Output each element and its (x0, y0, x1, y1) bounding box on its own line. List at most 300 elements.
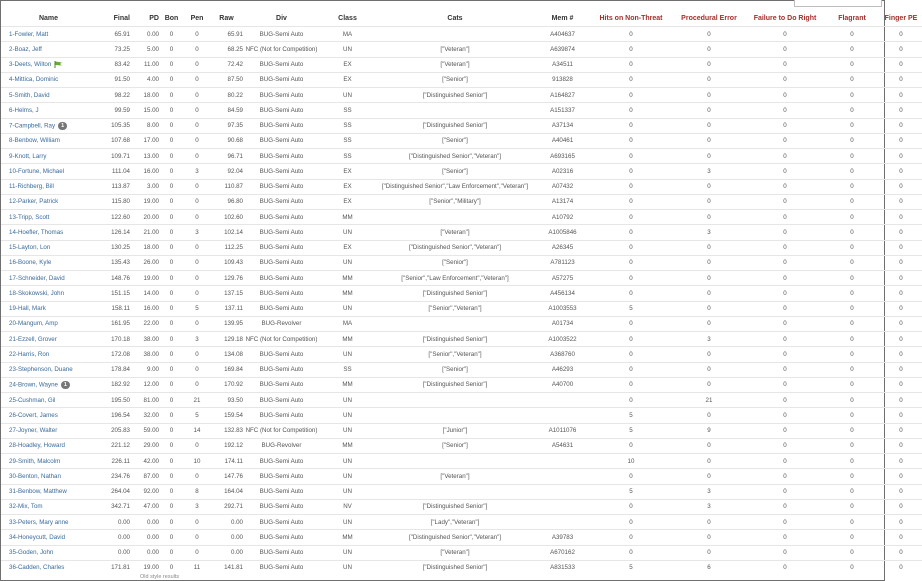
flagrant-cell: 0 (824, 164, 880, 179)
table-row (1, 286, 922, 301)
pen-cell: 0 (184, 179, 210, 194)
finger-pe-cell: 0 (880, 316, 922, 331)
procedural-error-cell: 0 (672, 240, 746, 255)
flagrant-cell: 0 (824, 499, 880, 514)
procedural-error-cell: 3 (672, 332, 746, 347)
shooter-name-link[interactable]: 29-Smith, Malcolm (9, 457, 61, 465)
bon-cell: 0 (159, 408, 184, 423)
hits-non-threat-cell: 5 (590, 560, 672, 575)
final-cell: 107.68 (96, 133, 130, 148)
failure-to-do-right-cell: 0 (746, 301, 824, 316)
shooter-name-link[interactable]: 2-Boaz, Jeff (9, 45, 42, 53)
pen-cell: 0 (184, 210, 210, 225)
shooter-name-cell (1, 133, 96, 148)
finger-pe-cell: 0 (880, 194, 922, 209)
shooter-name-link[interactable]: 27-Joyner, Walter (9, 427, 58, 435)
failure-to-do-right-cell: 0 (746, 332, 824, 347)
hits-non-threat-cell: 0 (590, 347, 672, 362)
raw-cell: 159.54 (210, 408, 243, 423)
bon-cell: 0 (159, 393, 184, 408)
pd-cell: 32.00 (130, 408, 159, 423)
pen-cell: 21 (184, 393, 210, 408)
flagrant-cell: 0 (824, 118, 880, 133)
class-cell: SS (320, 133, 375, 148)
failure-to-do-right-cell: 0 (746, 240, 824, 255)
table-row (1, 240, 922, 255)
pen-cell: 0 (184, 362, 210, 377)
final-cell: 130.25 (96, 240, 130, 255)
bon-cell: 0 (159, 133, 184, 148)
table-row (1, 362, 922, 377)
flagrant-cell: 0 (824, 57, 880, 72)
shooter-name-cell (1, 347, 96, 362)
categories-cell: ["Senior","Law Enforcement","Veteran"] (375, 271, 535, 286)
finger-pe-cell: 0 (880, 438, 922, 453)
col-header-pd[interactable]: PD (149, 15, 159, 22)
shooter-name-link[interactable]: 11-Richberg, Bill (9, 183, 54, 191)
col-header-div[interactable]: Div (276, 15, 287, 22)
categories-cell: ["Senior"] (375, 438, 535, 453)
final-cell: 182.92 (96, 377, 130, 392)
division-cell: BUG-Semi Auto (243, 377, 320, 392)
hits-non-threat-cell: 0 (590, 118, 672, 133)
shooter-name-link[interactable]: 1-Fowler, Matt (9, 30, 49, 38)
shooter-name-link[interactable]: 4-Mittica, Dominic (9, 76, 59, 84)
shooter-name-link[interactable]: 24-Brown, Wayne (9, 381, 58, 389)
table-row (1, 530, 922, 545)
pd-cell: 19.00 (130, 271, 159, 286)
shooter-name-cell (1, 57, 96, 72)
table-row (1, 179, 922, 194)
shooter-name-link[interactable]: 31-Benbow, Matthew (9, 488, 67, 496)
pd-cell: 29.00 (130, 438, 159, 453)
finger-pe-cell: 0 (880, 393, 922, 408)
pen-cell: 0 (184, 149, 210, 164)
division-cell: BUG-Semi Auto (243, 362, 320, 377)
table-row (1, 316, 922, 331)
procedural-error-cell: 0 (672, 72, 746, 87)
categories-cell: ["Veteran"] (375, 57, 535, 72)
shooter-name-link[interactable]: 35-Goden, John (9, 549, 54, 557)
col-header-pen[interactable]: Pen (190, 15, 204, 22)
final-cell: 196.54 (96, 408, 130, 423)
failure-to-do-right-cell: 0 (746, 42, 824, 57)
class-cell: EX (320, 240, 375, 255)
hits-non-threat-cell: 0 (590, 27, 672, 42)
raw-cell: 147.76 (210, 469, 243, 484)
flagrant-cell: 0 (824, 103, 880, 118)
final-cell: 135.43 (96, 255, 130, 270)
division-cell: BUG-Semi Auto (243, 179, 320, 194)
flagrant-cell: 0 (824, 393, 880, 408)
final-cell: 115.80 (96, 194, 130, 209)
table-row (1, 271, 922, 286)
raw-cell: 65.91 (210, 27, 243, 42)
raw-cell: 0.00 (210, 515, 243, 530)
final-cell: 98.22 (96, 88, 130, 103)
member-number-cell: A639874 (535, 42, 590, 57)
shooter-name-cell (1, 377, 96, 392)
hits-non-threat-cell: 0 (590, 72, 672, 87)
class-cell: MM (320, 210, 375, 225)
shooter-name-link[interactable]: 17-Schneider, David (9, 274, 65, 282)
pd-cell: 16.00 (130, 301, 159, 316)
member-number-cell: A404637 (535, 27, 590, 42)
raw-cell: 84.59 (210, 103, 243, 118)
categories-cell: ["Senior"] (375, 255, 535, 270)
division-cell: BUG-Semi Auto (243, 515, 320, 530)
pd-cell: 5.00 (130, 42, 159, 57)
class-cell: MM (320, 530, 375, 545)
col-header-flagrant[interactable]: Flagrant (838, 15, 866, 22)
class-cell: SS (320, 118, 375, 133)
raw-cell: 96.71 (210, 149, 243, 164)
procedural-error-cell: 3 (672, 164, 746, 179)
shooter-name-link[interactable]: 13-Tripp, Scott (9, 213, 50, 221)
shooter-name-cell (1, 332, 96, 347)
member-number-cell: A831533 (535, 560, 590, 575)
categories-cell: ["Junior"] (375, 423, 535, 438)
categories-cell (375, 210, 535, 225)
failure-to-do-right-cell: 0 (746, 484, 824, 499)
division-cell: BUG-Semi Auto (243, 57, 320, 72)
info-badge-icon[interactable]: 1 (61, 381, 70, 389)
bon-cell: 0 (159, 57, 184, 72)
shooter-name-link[interactable]: 10-Fortune, Michael (9, 167, 65, 175)
pd-cell: 22.00 (130, 316, 159, 331)
final-cell: 83.42 (96, 57, 130, 72)
table-row (1, 408, 922, 423)
shooter-name-link[interactable]: 28-Hoadley, Howard (9, 442, 65, 450)
failure-to-do-right-cell: 0 (746, 377, 824, 392)
division-cell: BUG-Semi Auto (243, 255, 320, 270)
col-header-failure-to-do-right[interactable]: Failure to Do Right (753, 15, 817, 22)
raw-cell: 132.83 (210, 423, 243, 438)
raw-cell: 112.25 (210, 240, 243, 255)
shooter-name-link[interactable]: 21-Ezzell, Grover (9, 335, 57, 343)
failure-to-do-right-cell: 0 (746, 133, 824, 148)
procedural-error-cell: 3 (672, 225, 746, 240)
categories-cell: ["Distinguished Senior"] (375, 377, 535, 392)
col-header-class[interactable]: Class (338, 15, 357, 22)
division-cell: BUG-Semi Auto (243, 408, 320, 423)
pen-cell: 5 (184, 408, 210, 423)
table-row (1, 454, 922, 469)
categories-cell: ["Senior"] (375, 133, 535, 148)
division-cell: BUG-Semi Auto (243, 545, 320, 560)
final-cell: 178.84 (96, 362, 130, 377)
bon-cell: 0 (159, 484, 184, 499)
raw-cell: 102.60 (210, 210, 243, 225)
shooter-name-cell (1, 271, 96, 286)
flagrant-cell: 0 (824, 545, 880, 560)
flagrant-cell: 0 (824, 271, 880, 286)
member-number-cell (535, 454, 590, 469)
failure-to-do-right-cell: 0 (746, 393, 824, 408)
member-number-cell: 913828 (535, 72, 590, 87)
division-cell: BUG-Semi Auto (243, 499, 320, 514)
finger-pe-cell: 0 (880, 530, 922, 545)
bon-cell: 0 (159, 423, 184, 438)
shooter-name-cell (1, 316, 96, 331)
finger-pe-cell: 0 (880, 454, 922, 469)
col-header-finger-pe[interactable]: Finger PE (884, 15, 918, 22)
pd-cell: 15.00 (130, 103, 159, 118)
shooter-name-link[interactable]: 30-Benton, Nathan (9, 472, 61, 480)
class-cell: UN (320, 88, 375, 103)
shooter-name-cell (1, 240, 96, 255)
pd-cell: 13.00 (130, 149, 159, 164)
shooter-name-link[interactable]: 34-Honeycutt, David (9, 533, 66, 541)
shooter-name-cell (1, 438, 96, 453)
categories-cell: ["Distinguished Senior"] (375, 118, 535, 133)
table-body (1, 27, 922, 576)
pd-cell: 42.00 (130, 454, 159, 469)
shooter-name-link[interactable]: 22-Harris, Ron (9, 350, 50, 358)
failure-to-do-right-cell: 0 (746, 88, 824, 103)
procedural-error-cell: 0 (672, 210, 746, 225)
shooter-name-link[interactable]: 5-Smith, David (9, 91, 50, 99)
division-cell: BUG-Semi Auto (243, 149, 320, 164)
bon-cell: 0 (159, 362, 184, 377)
procedural-error-cell: 0 (672, 118, 746, 133)
col-header-procedural-error[interactable]: Procedural Error (681, 15, 737, 22)
col-header-raw[interactable]: Raw (219, 15, 234, 22)
procedural-error-cell: 0 (672, 362, 746, 377)
final-cell: 195.50 (96, 393, 130, 408)
old-style-results-link[interactable]: Old style results (140, 574, 180, 580)
search-input[interactable] (794, 0, 882, 7)
table-row (1, 423, 922, 438)
categories-cell (375, 316, 535, 331)
table-row (1, 347, 922, 362)
pen-cell: 0 (184, 103, 210, 118)
raw-cell: 169.84 (210, 362, 243, 377)
failure-to-do-right-cell: 0 (746, 164, 824, 179)
shooter-name-link[interactable]: 20-Mangum, Amp (9, 320, 58, 328)
col-header-name[interactable]: Name (38, 15, 59, 22)
failure-to-do-right-cell: 0 (746, 255, 824, 270)
pd-cell: 21.00 (130, 225, 159, 240)
shooter-name-link[interactable]: 16-Boone, Kyle (9, 259, 52, 267)
pen-cell: 0 (184, 118, 210, 133)
member-number-cell: A151337 (535, 103, 590, 118)
member-number-cell: A1011076 (535, 423, 590, 438)
bon-cell: 0 (159, 240, 184, 255)
raw-cell: 80.22 (210, 88, 243, 103)
member-number-cell (535, 484, 590, 499)
division-cell: BUG-Semi Auto (243, 27, 320, 42)
raw-cell: 137.11 (210, 301, 243, 316)
procedural-error-cell: 0 (672, 255, 746, 270)
hits-non-threat-cell: 0 (590, 210, 672, 225)
hits-non-threat-cell: 0 (590, 42, 672, 57)
pd-cell: 38.00 (130, 332, 159, 347)
failure-to-do-right-cell: 0 (746, 515, 824, 530)
division-cell: BUG-Semi Auto (243, 210, 320, 225)
shooter-name-cell (1, 362, 96, 377)
bon-cell: 0 (159, 194, 184, 209)
class-cell: MA (320, 316, 375, 331)
col-header-mem[interactable]: Mem # (551, 15, 574, 22)
member-number-cell: A670162 (535, 545, 590, 560)
division-cell: BUG-Semi Auto (243, 469, 320, 484)
pd-cell: 14.00 (130, 286, 159, 301)
member-number-cell: A26345 (535, 240, 590, 255)
info-badge-icon[interactable]: 1 (58, 122, 67, 130)
shooter-name-link[interactable]: 6-Helms, J (9, 106, 39, 114)
shooter-name-link[interactable]: 14-Hoefler, Thomas (9, 228, 64, 236)
shooter-name-link[interactable]: 32-Mix, Tom (9, 503, 43, 511)
flagrant-cell: 0 (824, 179, 880, 194)
division-cell: BUG-Semi Auto (243, 393, 320, 408)
class-cell: MM (320, 332, 375, 347)
member-number-cell: A164827 (535, 88, 590, 103)
shooter-name-cell (1, 560, 96, 575)
shooter-name-link[interactable]: 25-Cushman, Gil (9, 396, 56, 404)
table-row (1, 27, 922, 42)
failure-to-do-right-cell: 0 (746, 423, 824, 438)
shooter-name-link[interactable]: 26-Covert, James (9, 411, 58, 419)
procedural-error-cell: 0 (672, 103, 746, 118)
flagrant-cell: 0 (824, 454, 880, 469)
member-number-cell: A34511 (535, 57, 590, 72)
raw-cell: 110.87 (210, 179, 243, 194)
pd-cell: 19.00 (130, 560, 159, 575)
final-cell: 151.15 (96, 286, 130, 301)
final-cell: 105.35 (96, 118, 130, 133)
raw-cell: 292.71 (210, 499, 243, 514)
col-header-hits-non-threat[interactable]: Hits on Non-Threat (599, 15, 663, 22)
table-header-row (1, 11, 922, 27)
shooter-name-link[interactable]: 23-Stephenson, Duane (9, 366, 73, 374)
shooter-name-cell (1, 194, 96, 209)
shooter-name-link[interactable]: 12-Parker, Patrick (9, 198, 59, 206)
finger-pe-cell: 0 (880, 27, 922, 42)
hits-non-threat-cell: 0 (590, 179, 672, 194)
bon-cell: 0 (159, 42, 184, 57)
raw-cell: 92.04 (210, 164, 243, 179)
flagrant-cell: 0 (824, 484, 880, 499)
shooter-name-cell (1, 88, 96, 103)
division-cell: BUG-Semi Auto (243, 286, 320, 301)
raw-cell: 93.50 (210, 393, 243, 408)
failure-to-do-right-cell: 0 (746, 179, 824, 194)
final-cell: 234.76 (96, 469, 130, 484)
flagrant-cell: 0 (824, 88, 880, 103)
finger-pe-cell: 0 (880, 225, 922, 240)
shooter-name-link[interactable]: 3-Deets, Wilton (9, 61, 52, 69)
flagrant-cell: 0 (824, 560, 880, 575)
categories-cell (375, 454, 535, 469)
pen-cell: 0 (184, 545, 210, 560)
class-cell: EX (320, 179, 375, 194)
pen-cell: 0 (184, 57, 210, 72)
division-cell: BUG-Revolver (243, 438, 320, 453)
procedural-error-cell: 0 (672, 530, 746, 545)
col-header-bon[interactable]: Bon (164, 15, 179, 22)
member-number-cell: A693165 (535, 149, 590, 164)
finger-pe-cell: 0 (880, 301, 922, 316)
procedural-error-cell: 0 (672, 286, 746, 301)
flag-icon (54, 61, 63, 68)
shooter-name-link[interactable]: 33-Peters, Mary anne (9, 518, 69, 526)
bon-cell: 0 (159, 377, 184, 392)
shooter-name-cell (1, 515, 96, 530)
table-row (1, 393, 922, 408)
failure-to-do-right-cell: 0 (746, 499, 824, 514)
flagrant-cell: 0 (824, 133, 880, 148)
shooter-name-link[interactable]: 15-Layton, Lon (9, 244, 51, 252)
flagrant-cell: 0 (824, 255, 880, 270)
col-header-cats[interactable]: Cats (447, 15, 463, 22)
division-cell: NFC (Not for Competition) (243, 332, 320, 347)
shooter-name-link[interactable]: 36-Cadden, Charles (9, 564, 65, 572)
class-cell: UN (320, 347, 375, 362)
categories-cell: ["Distinguished Senior","Veteran"] (375, 530, 535, 545)
final-cell: 65.91 (96, 27, 130, 42)
col-header-final[interactable]: Final (113, 15, 130, 22)
division-cell: BUG-Semi Auto (243, 118, 320, 133)
categories-cell (375, 393, 535, 408)
division-cell: BUG-Semi Auto (243, 225, 320, 240)
final-cell: 91.50 (96, 72, 130, 87)
table-row (1, 469, 922, 484)
procedural-error-cell: 0 (672, 316, 746, 331)
hits-non-threat-cell: 0 (590, 499, 672, 514)
failure-to-do-right-cell: 0 (746, 454, 824, 469)
finger-pe-cell: 0 (880, 332, 922, 347)
procedural-error-cell: 0 (672, 27, 746, 42)
finger-pe-cell: 0 (880, 484, 922, 499)
shooter-name-link[interactable]: 9-Knott, Larry (9, 152, 47, 160)
finger-pe-cell: 0 (880, 286, 922, 301)
shooter-name-link[interactable]: 7-Campbell, Ray (9, 122, 56, 130)
class-cell: SS (320, 149, 375, 164)
pen-cell: 11 (184, 560, 210, 575)
raw-cell: 170.92 (210, 377, 243, 392)
procedural-error-cell: 0 (672, 301, 746, 316)
final-cell: 73.25 (96, 42, 130, 57)
shooter-name-link[interactable]: 19-Hall, Mark (9, 305, 46, 313)
flagrant-cell: 0 (824, 347, 880, 362)
procedural-error-cell: 0 (672, 271, 746, 286)
flagrant-cell: 0 (824, 301, 880, 316)
bon-cell: 0 (159, 27, 184, 42)
class-cell: UN (320, 255, 375, 270)
categories-cell: ["Distinguished Senior"] (375, 499, 535, 514)
categories-cell: ["Senior","Veteran"] (375, 347, 535, 362)
hits-non-threat-cell: 0 (590, 393, 672, 408)
class-cell: UN (320, 408, 375, 423)
bon-cell: 0 (159, 255, 184, 270)
shooter-name-cell (1, 484, 96, 499)
failure-to-do-right-cell: 0 (746, 194, 824, 209)
pd-cell: 92.00 (130, 484, 159, 499)
pen-cell: 0 (184, 286, 210, 301)
procedural-error-cell: 3 (672, 484, 746, 499)
final-cell: 161.95 (96, 316, 130, 331)
procedural-error-cell: 0 (672, 408, 746, 423)
raw-cell: 109.43 (210, 255, 243, 270)
shooter-name-link[interactable]: 8-Benbow, William (9, 137, 60, 145)
member-number-cell: A13174 (535, 194, 590, 209)
shooter-name-link[interactable]: 18-Skokowski, John (9, 289, 65, 297)
pd-cell: 0.00 (130, 515, 159, 530)
finger-pe-cell: 0 (880, 118, 922, 133)
pd-cell: 0.00 (130, 530, 159, 545)
hits-non-threat-cell: 5 (590, 408, 672, 423)
